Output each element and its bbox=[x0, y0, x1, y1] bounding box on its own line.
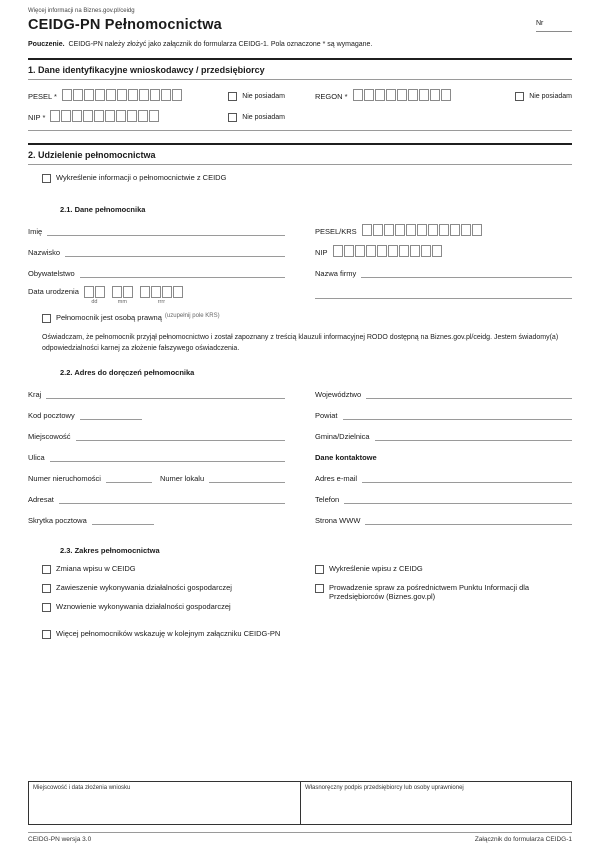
digit-cell[interactable] bbox=[472, 224, 482, 236]
option-delete-entry[interactable] bbox=[315, 564, 572, 574]
checkbox-icon[interactable] bbox=[228, 92, 237, 101]
company-name-continuation-field bbox=[315, 286, 572, 299]
digit-cell[interactable] bbox=[127, 110, 137, 122]
digit-cell[interactable] bbox=[95, 89, 105, 101]
county-input-line[interactable] bbox=[343, 409, 572, 420]
digit-cell[interactable] bbox=[139, 89, 149, 101]
section1-title-divider bbox=[28, 79, 572, 80]
digit-cell[interactable] bbox=[441, 89, 451, 101]
section1-bottom-divider bbox=[28, 130, 572, 131]
digit-cell[interactable] bbox=[450, 224, 460, 236]
option-more-attorneys[interactable] bbox=[42, 629, 572, 639]
form-title: CEIDG-PN Pełnomocnictwa bbox=[28, 17, 222, 33]
street-field bbox=[28, 449, 285, 462]
section2-3-title: 2.3. Zakres pełnomocnictwa bbox=[60, 545, 160, 555]
regon-no-have-label: Nie posiadam bbox=[529, 92, 572, 100]
birth-month-group bbox=[112, 286, 133, 305]
birth-month-caption: mm bbox=[117, 299, 127, 305]
pesel-krs-field bbox=[315, 223, 572, 236]
digit-cell[interactable] bbox=[399, 245, 409, 257]
poa-scope-grid bbox=[28, 564, 572, 621]
regon-no-have-option[interactable] bbox=[515, 91, 572, 101]
pesel-field bbox=[28, 88, 285, 101]
digit-cell[interactable] bbox=[116, 110, 126, 122]
nip-label: NIP * bbox=[28, 113, 46, 122]
street-label: Ulica bbox=[28, 452, 45, 462]
voivodeship-label: Województwo bbox=[315, 389, 362, 399]
identity-row-1 bbox=[28, 88, 572, 109]
option-delete-poa[interactable] bbox=[42, 173, 572, 183]
po-box-label: Skrytka pocztowa bbox=[28, 515, 87, 525]
last-name-input-line[interactable] bbox=[65, 246, 285, 257]
first-name-label: Imię bbox=[28, 227, 43, 236]
city-input-line[interactable] bbox=[76, 430, 285, 441]
website-input-line[interactable] bbox=[365, 514, 572, 525]
checkbox-icon[interactable] bbox=[515, 92, 524, 101]
apartment-no-label: Numer lokalu bbox=[159, 473, 205, 483]
option-delete-entry-label: Wykreślenie wpisu z CEIDG bbox=[329, 563, 423, 573]
checkbox-icon[interactable] bbox=[42, 314, 51, 323]
nip-cells[interactable] bbox=[50, 110, 159, 122]
option-resume-activity-label: Wznowienie wykonywania działalności gospodarczej bbox=[56, 601, 231, 611]
attorney-data-grid bbox=[28, 223, 572, 313]
addressee-input-line[interactable] bbox=[59, 493, 285, 504]
digit-cell[interactable] bbox=[364, 89, 374, 101]
pesel-label: PESEL * bbox=[28, 92, 57, 101]
postal-code-input-line[interactable] bbox=[80, 409, 142, 420]
digit-cell[interactable] bbox=[432, 245, 442, 257]
building-no-label: Numer nieruchomości bbox=[28, 473, 101, 483]
option-change-entry-label: Zmiana wpisu w CEIDG bbox=[56, 563, 136, 573]
pesel-no-have-label: Nie posiadam bbox=[242, 92, 285, 100]
voivodeship-field bbox=[315, 386, 572, 399]
section2-top-divider bbox=[28, 143, 572, 145]
signature-table bbox=[28, 781, 572, 825]
company-name-field bbox=[315, 265, 572, 278]
digit-cell[interactable] bbox=[162, 286, 172, 298]
digit-cell[interactable] bbox=[61, 110, 71, 122]
attorney-nip-cells[interactable] bbox=[333, 245, 442, 257]
phone-input-line[interactable] bbox=[344, 493, 572, 504]
po-box-input-line[interactable] bbox=[92, 514, 154, 525]
birth-day-cells[interactable] bbox=[84, 286, 105, 298]
digit-cell[interactable] bbox=[461, 224, 471, 236]
regon-cells[interactable] bbox=[353, 89, 451, 101]
digit-cell[interactable] bbox=[94, 110, 104, 122]
birth-year-group bbox=[140, 286, 183, 305]
phone-field bbox=[315, 491, 572, 504]
postal-code-label: Kod pocztowy bbox=[28, 410, 75, 420]
digit-cell[interactable] bbox=[106, 89, 116, 101]
birth-date-label: Data urodzenia bbox=[28, 287, 79, 296]
nr-field[interactable] bbox=[536, 20, 572, 32]
pesel-krs-cells[interactable] bbox=[362, 224, 482, 236]
digit-cell[interactable] bbox=[388, 245, 398, 257]
street-input-line[interactable] bbox=[50, 451, 285, 462]
digit-cell[interactable] bbox=[62, 89, 72, 101]
digit-cell[interactable] bbox=[117, 89, 127, 101]
nr-label: Nr bbox=[536, 20, 544, 27]
attachment-note: Załącznik do formularza CEIDG-1 bbox=[474, 836, 572, 843]
section2-2-title: 2.2. Adres do doręczeń pełnomocnika bbox=[60, 367, 195, 377]
option-resume-activity[interactable] bbox=[42, 602, 285, 612]
building-no-input-line[interactable] bbox=[106, 472, 152, 483]
digit-cell[interactable] bbox=[84, 89, 94, 101]
birth-month-cells[interactable] bbox=[112, 286, 133, 298]
regon-field bbox=[315, 88, 572, 101]
option-suspend-activity[interactable] bbox=[42, 583, 285, 593]
place-date-label: Miejscowość i data złożenia wniosku bbox=[33, 785, 131, 791]
email-input-line[interactable] bbox=[362, 472, 572, 483]
notice bbox=[28, 41, 572, 48]
signature-cell[interactable] bbox=[301, 782, 571, 824]
rodo-statement: Oświadczam, że pełnomocnik przyjął pełnomocnictwo i został zapoznany z treścią klauzuli informacyjnej RODO dostępną na Biznes.gov.pl/ceidg. Jestem świadomy(a) odpowiedzialności karnej za złożenie fałszywego oświadczenia. bbox=[42, 334, 559, 352]
nip-no-have-label: Nie posiadam bbox=[242, 113, 285, 121]
attorney-nip-label: NIP bbox=[315, 248, 328, 257]
digit-cell[interactable] bbox=[84, 286, 94, 298]
digit-cell[interactable] bbox=[138, 110, 148, 122]
digit-cell[interactable] bbox=[410, 245, 420, 257]
option-more-attorneys-label: Więcej pełnomocników wskazuję w kolejnym załączniku CEIDG-PN bbox=[56, 628, 281, 638]
digit-cell[interactable] bbox=[83, 110, 93, 122]
website-field bbox=[315, 512, 572, 525]
company-name-input-line[interactable] bbox=[361, 267, 572, 278]
form-header bbox=[28, 17, 572, 33]
digit-cell[interactable] bbox=[112, 286, 122, 298]
option-legal-person-label: Pełnomocnik jest osobą prawną bbox=[56, 313, 162, 322]
building-apartment-row bbox=[28, 470, 285, 483]
footer-divider bbox=[28, 832, 572, 833]
digit-cell[interactable] bbox=[149, 110, 159, 122]
email-label: Adres e-mail bbox=[315, 473, 358, 483]
birth-day-caption: dd bbox=[91, 299, 98, 305]
digit-cell[interactable] bbox=[417, 224, 427, 236]
pesel-krs-label: PESEL/KRS bbox=[315, 227, 357, 236]
digit-cell[interactable] bbox=[397, 89, 407, 101]
digit-cell[interactable] bbox=[50, 110, 60, 122]
form-version: CEIDG-PN wersja 3.0 bbox=[28, 836, 92, 843]
digit-cell[interactable] bbox=[73, 89, 83, 101]
digit-cell[interactable] bbox=[95, 286, 105, 298]
info-link: Więcej informacji na Biznes.gov.pl/ceidg bbox=[28, 8, 135, 14]
footer bbox=[28, 836, 572, 843]
option-change-entry[interactable] bbox=[42, 564, 285, 574]
attorney-nip-field bbox=[315, 244, 572, 257]
option-suspend-activity-label: Zawieszenie wykonywania działalności gospodarczej bbox=[56, 582, 232, 592]
notice-lead: Pouczenie. bbox=[28, 41, 65, 48]
country-field bbox=[28, 386, 285, 399]
option-info-point-label: Prowadzenie spraw za pośrednictwem Punktu Informacji dla Przedsiębiorców (Biznes.gov.pl) bbox=[329, 582, 530, 602]
digit-cell[interactable] bbox=[362, 224, 372, 236]
pesel-no-have-option[interactable] bbox=[228, 91, 285, 101]
pesel-cells[interactable] bbox=[62, 89, 182, 101]
birth-year-caption: rrrr bbox=[157, 299, 166, 305]
last-name-label: Nazwisko bbox=[28, 248, 61, 257]
digit-cell[interactable] bbox=[408, 89, 418, 101]
citizenship-field bbox=[28, 265, 285, 278]
digit-cell[interactable] bbox=[151, 286, 161, 298]
digit-cell[interactable] bbox=[386, 89, 396, 101]
checkbox-icon[interactable] bbox=[42, 630, 51, 639]
city-field bbox=[28, 428, 285, 441]
place-date-cell[interactable] bbox=[29, 782, 301, 824]
digit-cell[interactable] bbox=[406, 224, 416, 236]
digit-cell[interactable] bbox=[366, 245, 376, 257]
digit-cell[interactable] bbox=[333, 245, 343, 257]
section1-title: 1. Dane identyfikacyjne wnioskodawcy / przedsiębiorcy bbox=[28, 65, 265, 75]
digit-cell[interactable] bbox=[384, 224, 394, 236]
checkbox-icon[interactable] bbox=[42, 584, 51, 593]
country-input-line[interactable] bbox=[46, 388, 285, 399]
checkbox-icon[interactable] bbox=[42, 565, 51, 574]
digit-cell[interactable] bbox=[105, 110, 115, 122]
identity-row-2 bbox=[28, 109, 572, 130]
digit-cell[interactable] bbox=[150, 89, 160, 101]
county-label: Powiat bbox=[315, 410, 338, 420]
regon-label: REGON * bbox=[315, 92, 348, 101]
nip-no-have-option[interactable] bbox=[228, 112, 285, 122]
po-box-field bbox=[28, 512, 285, 525]
country-label: Kraj bbox=[28, 389, 42, 399]
first-name-input-line[interactable] bbox=[47, 225, 285, 236]
option-legal-person[interactable] bbox=[42, 313, 572, 323]
checkbox-icon[interactable] bbox=[228, 113, 237, 122]
section2-title: 2. Udzielenie pełnomocnictwa bbox=[28, 150, 156, 160]
company-name-continuation-line[interactable] bbox=[315, 288, 572, 299]
digit-cell[interactable] bbox=[172, 89, 182, 101]
checkbox-icon[interactable] bbox=[42, 603, 51, 612]
email-field bbox=[315, 470, 572, 483]
section2-1-title: 2.1. Dane pełnomocnika bbox=[60, 205, 146, 214]
commune-input-line[interactable] bbox=[375, 430, 572, 441]
citizenship-input-line[interactable] bbox=[80, 267, 285, 278]
checkbox-icon[interactable] bbox=[42, 174, 51, 183]
checkbox-icon[interactable] bbox=[315, 565, 324, 574]
digit-cell[interactable] bbox=[377, 245, 387, 257]
digit-cell[interactable] bbox=[395, 224, 405, 236]
apartment-no-input-line[interactable] bbox=[209, 472, 285, 483]
signature-label: Własnoręczny podpis przedsiębiorcy lub osoby uprawnionej bbox=[305, 785, 464, 791]
digit-cell[interactable] bbox=[140, 286, 150, 298]
checkbox-icon[interactable] bbox=[315, 584, 324, 593]
phone-label: Telefon bbox=[315, 494, 340, 504]
website-label: Strona WWW bbox=[315, 515, 361, 525]
birth-date-field bbox=[28, 286, 285, 305]
birth-day-group bbox=[84, 286, 105, 305]
addressee-label: Adresat bbox=[28, 494, 54, 504]
digit-cell[interactable] bbox=[439, 224, 449, 236]
birth-year-cells[interactable] bbox=[140, 286, 183, 298]
option-delete-poa-label: Wykreślenie informacji o pełnomocnictwie z CEIDG bbox=[56, 173, 227, 182]
contact-data-header: Dane kontaktowe bbox=[315, 452, 377, 462]
digit-cell[interactable] bbox=[430, 89, 440, 101]
digit-cell[interactable] bbox=[173, 286, 183, 298]
postal-code-field bbox=[28, 407, 285, 420]
digit-cell[interactable] bbox=[344, 245, 354, 257]
digit-cell[interactable] bbox=[421, 245, 431, 257]
section2-title-divider bbox=[28, 164, 572, 165]
company-name-label: Nazwa firmy bbox=[315, 269, 357, 278]
voivodeship-input-line[interactable] bbox=[366, 388, 572, 399]
nip-field bbox=[28, 109, 285, 122]
commune-field bbox=[315, 428, 572, 441]
digit-cell[interactable] bbox=[161, 89, 171, 101]
addressee-field bbox=[28, 491, 285, 504]
digit-cell[interactable] bbox=[128, 89, 138, 101]
legal-person-hint: (uzupełnij pole KRS) bbox=[164, 313, 220, 319]
notice-text: CEIDG-PN należy złożyć jako załącznik do formularza CEIDG-1. Pola oznaczone * są wymagane. bbox=[68, 41, 373, 48]
section1-top-divider bbox=[28, 58, 572, 60]
digit-cell[interactable] bbox=[72, 110, 82, 122]
digit-cell[interactable] bbox=[428, 224, 438, 236]
option-info-point[interactable] bbox=[315, 583, 572, 603]
commune-label: Gmina/Dzielnica bbox=[315, 431, 370, 441]
digit-cell[interactable] bbox=[373, 224, 383, 236]
first-name-field bbox=[28, 223, 285, 236]
attorney-address-grid bbox=[28, 386, 572, 533]
digit-cell[interactable] bbox=[419, 89, 429, 101]
city-label: Miejscowość bbox=[28, 431, 71, 441]
county-field bbox=[315, 407, 572, 420]
digit-cell[interactable] bbox=[355, 245, 365, 257]
digit-cell[interactable] bbox=[375, 89, 385, 101]
digit-cell[interactable] bbox=[123, 286, 133, 298]
digit-cell[interactable] bbox=[353, 89, 363, 101]
citizenship-label: Obywatelstwo bbox=[28, 269, 75, 278]
blank-space bbox=[28, 648, 572, 781]
last-name-field bbox=[28, 244, 285, 257]
